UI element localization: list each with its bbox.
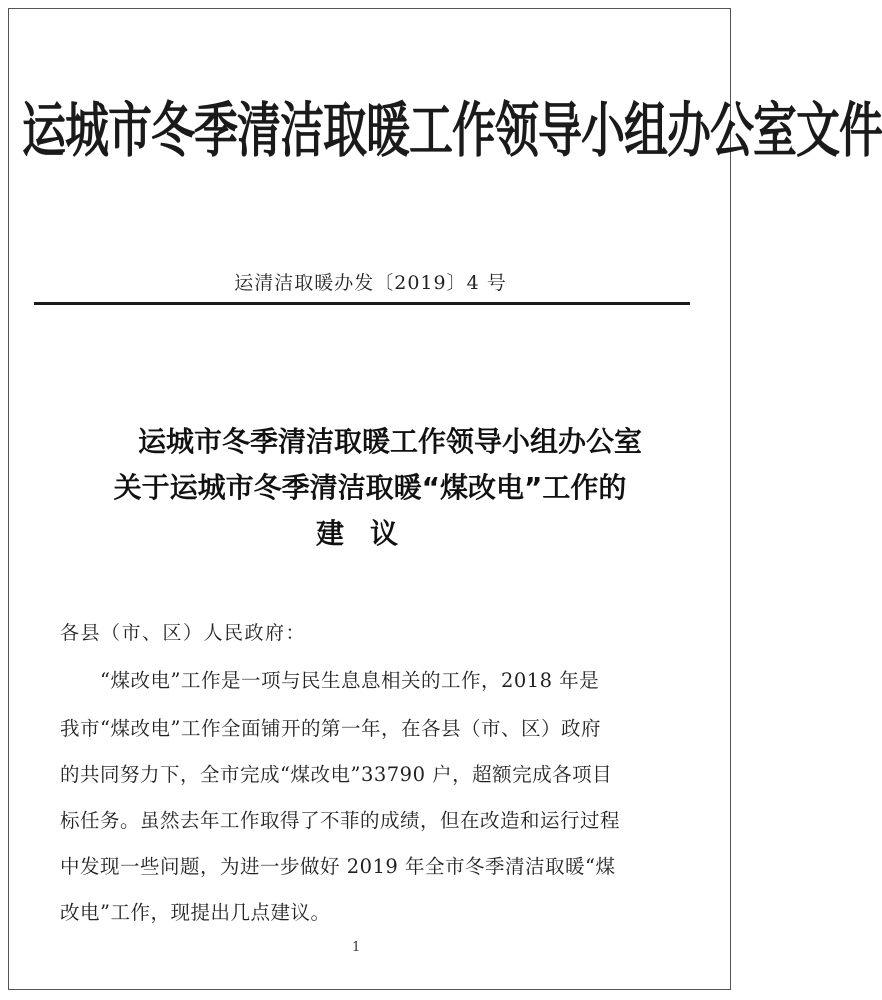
page-number: 1: [352, 940, 361, 955]
document-number: 运清洁取暖办发〔2019〕4 号: [234, 272, 507, 294]
title-line-1: 运城市冬季清洁取暖工作领导小组办公室: [137, 425, 642, 458]
body-line-2: 我市“煤改电”工作全面铺开的第一年，在各县（市、区）政府: [60, 717, 601, 740]
body-line-4: 标任务。虽然去年工作取得了不菲的成绩，但在改造和运行过程: [60, 809, 621, 832]
body-line-6: 改电”工作，现提出几点建议。: [60, 901, 331, 924]
header-divider: [34, 302, 690, 305]
body-line-1: “煤改电”工作是一项与民生息息相关的工作，2018 年是: [100, 669, 600, 692]
title-line-2: 关于运城市冬季清洁取暖“煤改电”工作的: [113, 471, 627, 504]
salutation: 各县（市、区）人民政府：: [60, 622, 307, 644]
body-line-5: 中发现一些问题，为进一步做好 2019 年全市冬季清洁取暖“煤: [60, 855, 616, 878]
document-masthead: 运城市冬季清洁取暖工作领导小组办公室文件: [22, 96, 882, 166]
title-line-3: 建议: [315, 517, 424, 550]
body-line-3: 的共同努力下，全市完成“煤改电”33790 户，超额完成各项目: [60, 763, 613, 786]
